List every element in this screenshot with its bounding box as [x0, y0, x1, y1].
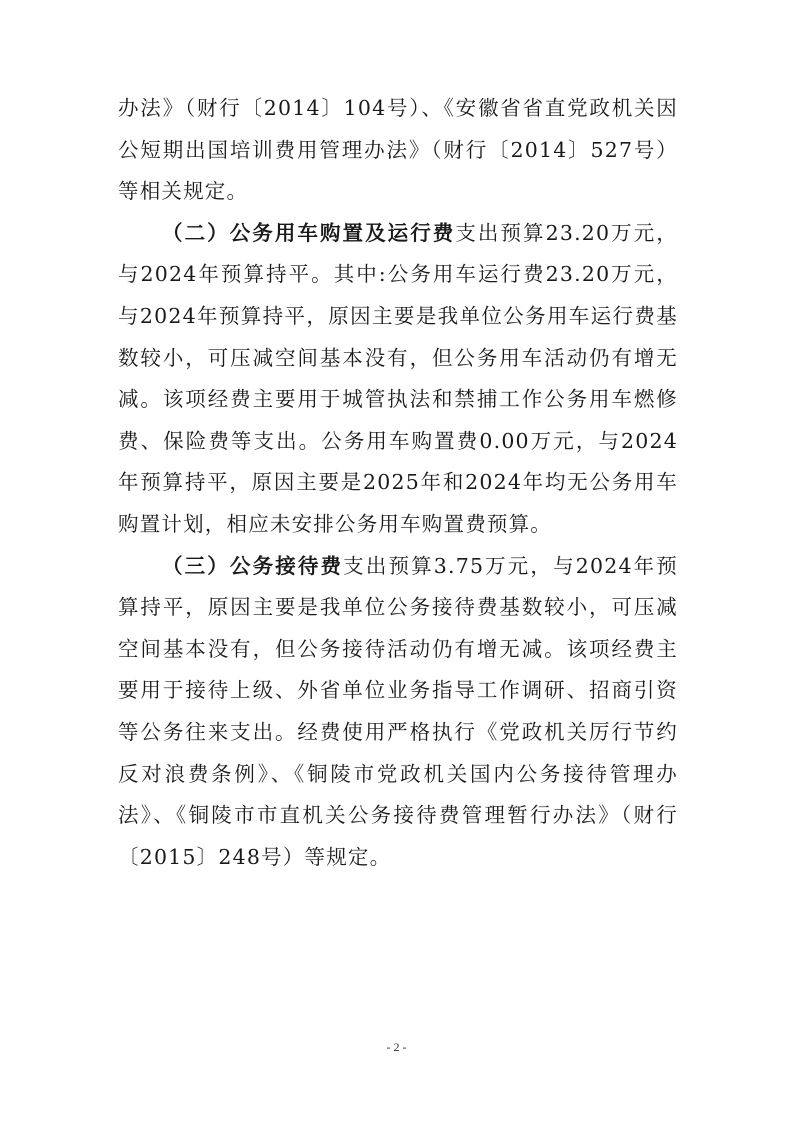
paragraph-text: 办法》（财行〔2014〕104号）、《安徽省省直党政机关因公短期出国培训费用管理办法》（财行〔2014〕527号）等相关规定。: [118, 96, 678, 204]
paragraph-text: 支出预算23.20万元，与2024年预算持平。其中:公务用车运行费23.20万元，与2024年预算持平，原因主要是我单位公务用车运行费基数较小，可压减空间基本没有，但公务用车活动仍有增无减。该项经费主要用于城管执法和禁捕工作公务用车燃修费、保险费等支出。公务用车购置费0.00万元，与2024年预算持平，原因主要是2025年和2024年均无公务用车购置计划，相应未安排公务用车购置费预算。: [118, 220, 678, 536]
paragraph-reception-costs: [118, 546, 678, 879]
document-body: [118, 88, 678, 878]
section-heading-reception: （三）公务接待费: [162, 553, 344, 578]
paragraph-text: 支出预算3.75万元，与2024年预算持平，原因主要是我单位公务接待费基数较小，可压减空间基本没有，但公务接待活动仍有增无减。该项经费主要用于接待上级、外省单位业务指导工作调研、招商引资等公务往来支出。经费使用严格执行《党政机关厉行节约反对浪费条例》、《铜陵市党政机关国内公务接待管理办法》、《铜陵市市直机关公务接待费管理暂行办法》（财行〔2015〕248号）等规定。: [118, 553, 678, 869]
paragraph-vehicle-costs: [118, 213, 678, 546]
section-heading-vehicle: （二）公务用车购置及运行费: [162, 220, 456, 245]
paragraph-travel-rules: [118, 88, 678, 213]
page-number: - 2 -: [386, 1040, 407, 1054]
